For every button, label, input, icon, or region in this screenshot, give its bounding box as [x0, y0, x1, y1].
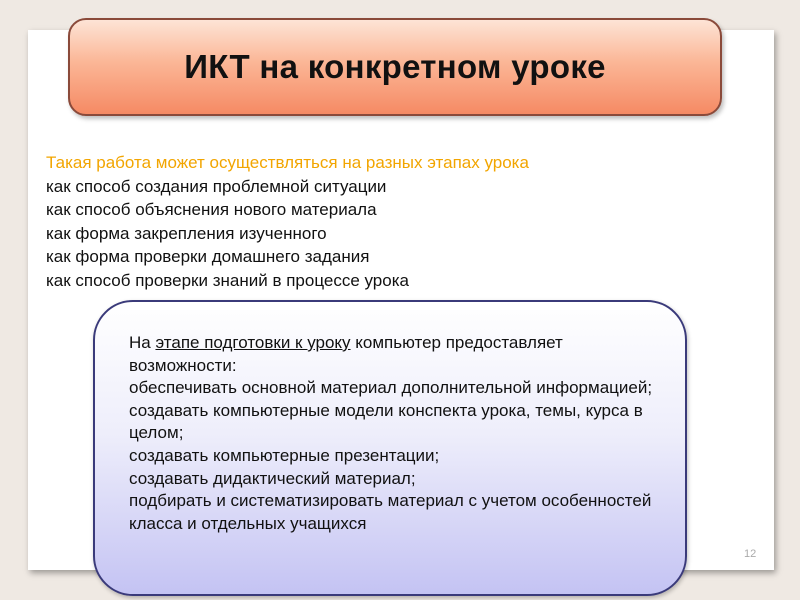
lead-text: На	[129, 333, 156, 352]
slide-title: ИКТ на конкретном уроке	[184, 48, 606, 85]
possibility-item: создавать компьютерные модели конспекта урока, темы, курса в целом;	[129, 400, 643, 443]
stage-item: как форма закрепления изученного	[46, 223, 327, 243]
possibility-item: создавать компьютерные презентации;	[129, 445, 440, 465]
stage-item: как способ проверки знаний в процессе урока	[46, 270, 409, 290]
lead-text-end: компьютер предоставляет возможности:	[129, 333, 563, 375]
lead-underlined-text: этапе подготовки к уроку	[155, 333, 351, 352]
stages-heading: Такая работа может осуществляться на разных этапах урока	[46, 153, 529, 172]
possibility-item: создавать дидактический материал;	[129, 468, 416, 488]
stage-item: как способ создания проблемной ситуации	[46, 176, 387, 196]
preparation-info-box	[93, 300, 687, 596]
stage-item: как способ объяснения нового материала	[46, 200, 377, 219]
preparation-lead	[129, 332, 659, 377]
stage-item: как форма проверки домашнего задания	[46, 247, 370, 266]
stages-list	[46, 151, 529, 292]
possibility-item: обеспечивать основной материал дополнительной информацией;	[129, 378, 653, 398]
possibility-item: подбирать и систематизировать материал с учетом особенностей класса и отдельных учащихся	[129, 491, 652, 533]
page-number: 12	[744, 548, 757, 560]
title-banner	[68, 18, 722, 116]
